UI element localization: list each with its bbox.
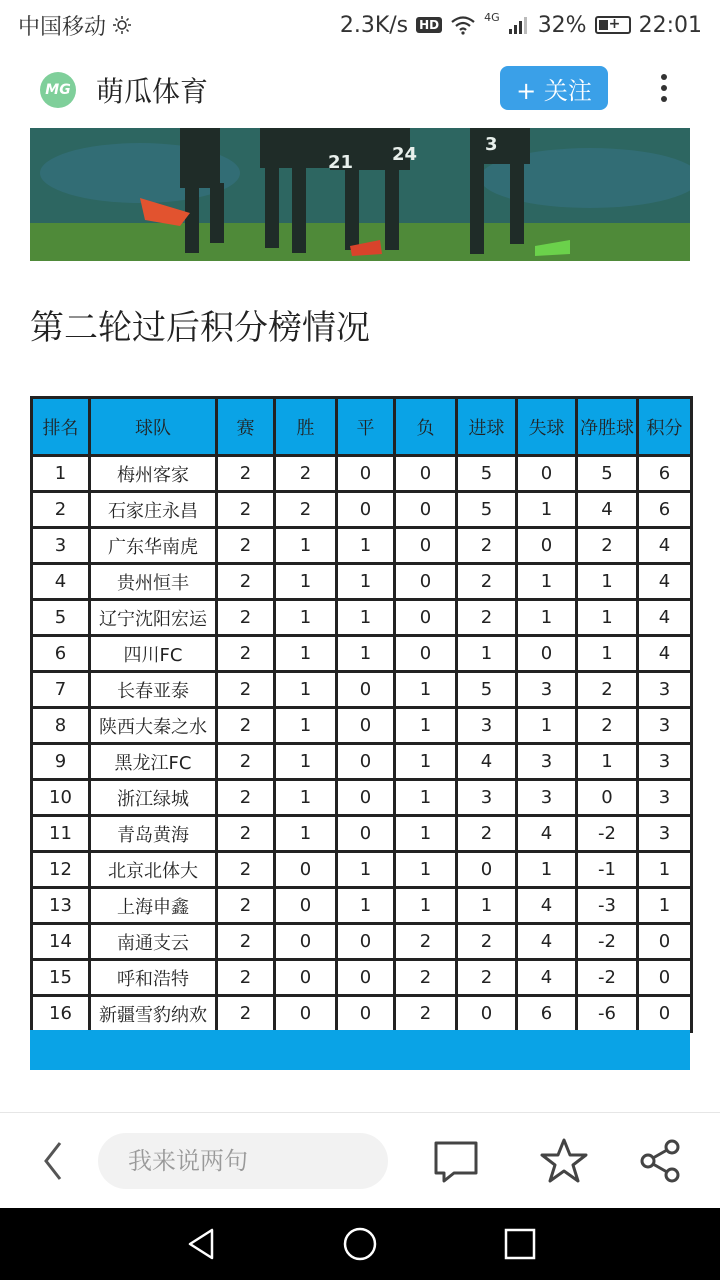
bottom-action-bar [0,1112,720,1208]
table-cell: 1 [577,636,638,672]
table-cell: 2 [217,852,275,888]
table-cell: 4 [517,924,577,960]
table-cell: 1 [337,852,395,888]
column-header: 进球 [457,398,517,456]
table-cell: 0 [275,888,337,924]
table-cell: 2 [217,924,275,960]
table-cell: 浙江绿城 [90,780,217,816]
table-footer-bar [30,1030,690,1070]
table-cell: 3 [517,672,577,708]
table-cell: 3 [457,780,517,816]
table-cell: 2 [577,528,638,564]
column-header: 净胜球 [577,398,638,456]
logo-text: MG [45,82,71,98]
table-cell: 1 [275,708,337,744]
table-cell: 四川FC [90,636,217,672]
table-header-row [32,398,692,456]
table-cell: 0 [275,852,337,888]
table-cell: 1 [517,852,577,888]
table-cell: 4 [638,600,692,636]
table-cell: 0 [395,636,457,672]
table-cell: 0 [395,528,457,564]
table-row [32,672,692,708]
network-type: 4G [484,10,500,24]
table-cell: 7 [32,672,90,708]
table-cell: 2 [457,528,517,564]
table-cell: 3 [638,744,692,780]
table-cell: 1 [337,636,395,672]
table-cell: 2 [395,996,457,1032]
table-cell: 5 [457,672,517,708]
table-cell: 0 [395,492,457,528]
table-cell: 6 [638,456,692,492]
hd-badge: HD [416,17,442,33]
table-cell: 1 [395,816,457,852]
account-logo[interactable] [40,72,76,108]
table-cell: 0 [638,924,692,960]
table-cell: 呼和浩特 [90,960,217,996]
table-cell: 1 [457,888,517,924]
table-cell: 4 [638,636,692,672]
more-dot-icon [661,74,667,80]
signal-icon [508,15,530,35]
account-name[interactable]: 萌瓜体育 [96,75,209,108]
table-cell: 1 [517,600,577,636]
table-cell: 0 [337,960,395,996]
table-cell: 5 [577,456,638,492]
table-cell: 2 [577,708,638,744]
table-cell: 2 [32,492,90,528]
table-cell: 6 [32,636,90,672]
system-nav-bar [0,1208,720,1280]
table-cell: 0 [337,708,395,744]
table-cell: 6 [517,996,577,1032]
table-cell: 5 [32,600,90,636]
table-cell: 1 [577,600,638,636]
table-cell: 2 [217,780,275,816]
svg-text:3: 3 [485,134,498,155]
table-row [32,528,692,564]
table-cell: 1 [32,456,90,492]
table-cell: 2 [217,600,275,636]
table-row [32,564,692,600]
table-cell: 0 [517,456,577,492]
table-cell: 1 [337,528,395,564]
table-cell: 2 [395,924,457,960]
table-cell: 2 [217,996,275,1032]
follow-button[interactable]: + 关注 [500,66,608,110]
table-cell: 0 [638,960,692,996]
article-photo [30,128,690,261]
column-header: 球队 [90,398,217,456]
status-right-group [339,10,702,38]
table-cell: -1 [577,852,638,888]
table-cell: 2 [217,636,275,672]
table-cell: 3 [32,528,90,564]
brightness-icon [112,15,132,35]
battery-percent: 32% [537,12,587,38]
table-cell: 4 [517,816,577,852]
table-cell: 4 [577,492,638,528]
table-cell: 4 [32,564,90,600]
table-cell: 0 [275,924,337,960]
carrier-name: 中国移动 [18,14,107,40]
table-cell: 6 [638,492,692,528]
table-cell: 1 [395,852,457,888]
table-cell: 3 [638,708,692,744]
table-cell: 3 [638,780,692,816]
standings-table [30,396,693,1033]
table-cell: -2 [577,816,638,852]
share-icon[interactable] [636,1137,684,1185]
table-cell: 1 [337,600,395,636]
table-cell: 1 [395,672,457,708]
table-cell: 新疆雪豹纳欢 [90,996,217,1032]
table-cell: 2 [217,816,275,852]
table-cell: 0 [275,960,337,996]
table-cell: 2 [457,564,517,600]
table-cell: 青岛黄海 [90,816,217,852]
table-cell: 广东华南虎 [90,528,217,564]
table-cell: -2 [577,960,638,996]
battery-icon: + [595,16,631,34]
table-cell: 5 [457,492,517,528]
table-cell: 上海申鑫 [90,888,217,924]
table-cell: 0 [395,600,457,636]
table-row [32,816,692,852]
table-cell: 0 [337,456,395,492]
clock: 22:01 [638,12,702,38]
article-header [0,50,720,130]
table-cell: 1 [337,564,395,600]
table-cell: 1 [577,564,638,600]
table-cell: 3 [457,708,517,744]
table-row [32,708,692,744]
table-cell: 2 [457,816,517,852]
table-cell: 1 [275,672,337,708]
column-header: 排名 [32,398,90,456]
table-cell: 1 [395,888,457,924]
table-cell: 0 [337,924,395,960]
table-cell: 0 [337,996,395,1032]
table-cell: 1 [275,780,337,816]
table-cell: 3 [638,816,692,852]
table-cell: 1 [275,816,337,852]
table-cell: 1 [395,708,457,744]
table-cell: 北京北体大 [90,852,217,888]
table-cell: 2 [457,924,517,960]
table-row [32,600,692,636]
table-cell: 15 [32,960,90,996]
table-cell: 12 [32,852,90,888]
table-cell: 4 [517,960,577,996]
more-dot-icon [661,85,667,91]
table-cell: 0 [457,996,517,1032]
table-cell: 9 [32,744,90,780]
table-cell: 2 [217,456,275,492]
table-cell: 2 [217,528,275,564]
column-header: 胜 [275,398,337,456]
table-cell: 3 [517,780,577,816]
table-cell: 5 [457,456,517,492]
column-header: 赛 [217,398,275,456]
table-cell: 2 [217,672,275,708]
table-cell: 2 [457,960,517,996]
table-cell: 2 [217,492,275,528]
svg-text:24: 24 [392,144,418,165]
table-cell: 4 [457,744,517,780]
table-cell: 0 [337,780,395,816]
table-row [32,888,692,924]
column-header: 失球 [517,398,577,456]
triangle-back-icon[interactable] [182,1224,222,1264]
table-cell: 梅州客家 [90,456,217,492]
table-cell: 0 [517,636,577,672]
square-recents-icon[interactable] [500,1224,540,1264]
table-cell: 2 [217,744,275,780]
table-cell: 1 [395,780,457,816]
more-options-button[interactable] [650,70,678,106]
section-title: 第二轮过后积分榜情况 [30,308,370,348]
table-cell: 2 [217,960,275,996]
table-cell: 13 [32,888,90,924]
svg-text:21: 21 [328,152,354,173]
table-cell: 0 [638,996,692,1032]
table-cell: 14 [32,924,90,960]
table-cell: 0 [275,996,337,1032]
table-row [32,744,692,780]
table-row [32,852,692,888]
column-header: 负 [395,398,457,456]
table-cell: 3 [638,672,692,708]
table-cell: 3 [517,744,577,780]
table-cell: 贵州恒丰 [90,564,217,600]
table-cell: 黑龙江FC [90,744,217,780]
table-cell: 0 [337,744,395,780]
table-cell: -6 [577,996,638,1032]
column-header: 平 [337,398,395,456]
comment-input[interactable] [98,1133,388,1189]
table-row [32,456,692,492]
table-cell: 1 [395,744,457,780]
table-cell: 1 [517,564,577,600]
table-cell: 4 [638,528,692,564]
table-cell: -2 [577,924,638,960]
table-cell: 0 [517,528,577,564]
table-cell: 0 [457,852,517,888]
table-cell: 2 [217,564,275,600]
more-dot-icon [661,96,667,102]
table-cell: 石家庄永昌 [90,492,217,528]
table-cell: 4 [638,564,692,600]
table-cell: 0 [395,456,457,492]
circle-home-icon[interactable] [340,1224,380,1264]
table-cell: 0 [337,816,395,852]
table-cell: 1 [275,564,337,600]
table-cell: 2 [217,888,275,924]
players-photo-illustration [30,128,690,261]
table-cell: 1 [517,708,577,744]
table-cell: -3 [577,888,638,924]
table-cell: 2 [275,456,337,492]
table-cell: 陕西大秦之水 [90,708,217,744]
table-cell: 2 [275,492,337,528]
table-cell: 1 [577,744,638,780]
table-cell: 0 [577,780,638,816]
comment-icon[interactable] [432,1137,480,1185]
table-cell: 1 [275,744,337,780]
standings-body [32,456,692,1032]
carrier-group [18,10,132,41]
table-cell: 10 [32,780,90,816]
table-cell: 长春亚泰 [90,672,217,708]
table-row [32,996,692,1032]
table-cell: 1 [457,636,517,672]
table-row [32,636,692,672]
table-row [32,960,692,996]
table-cell: 0 [337,672,395,708]
chevron-left-icon[interactable] [36,1137,72,1185]
status-bar [0,0,720,50]
wifi-icon [450,15,476,35]
table-row [32,492,692,528]
table-cell: 0 [337,492,395,528]
column-header: 积分 [638,398,692,456]
table-cell: 1 [275,600,337,636]
table-cell: 1 [517,492,577,528]
table-cell: 辽宁沈阳宏运 [90,600,217,636]
table-cell: 2 [577,672,638,708]
table-cell: 1 [337,888,395,924]
table-cell: 1 [275,636,337,672]
table-cell: 2 [395,960,457,996]
star-icon[interactable] [540,1137,588,1185]
network-speed: 2.3K/s [339,12,409,38]
table-cell: 16 [32,996,90,1032]
table-cell: 8 [32,708,90,744]
table-cell: 2 [457,600,517,636]
table-cell: 1 [638,852,692,888]
table-cell: 11 [32,816,90,852]
table-cell: 南通支云 [90,924,217,960]
table-cell: 0 [395,564,457,600]
table-row [32,924,692,960]
table-cell: 4 [517,888,577,924]
table-cell: 1 [638,888,692,924]
table-cell: 1 [275,528,337,564]
table-row [32,780,692,816]
table-cell: 2 [217,708,275,744]
